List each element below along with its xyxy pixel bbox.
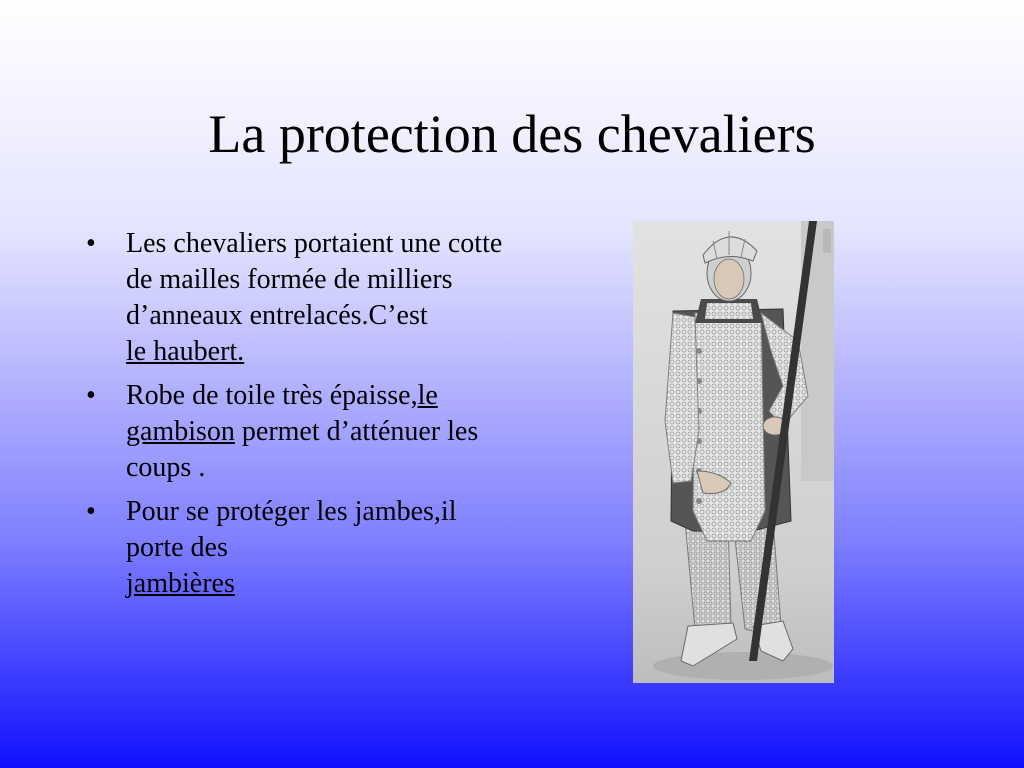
knight-illustration bbox=[633, 221, 834, 683]
bullet-dot: • bbox=[86, 380, 96, 411]
bullet-text: Robe de toile très épaisse, bbox=[126, 380, 418, 411]
bullet-item-gambison bbox=[86, 378, 506, 486]
bullet-text: Les chevaliers portaient une cotte de mailles formée de milliers d’anneaux entrelacés.C’est bbox=[126, 228, 503, 331]
knight-figure-image bbox=[633, 221, 834, 683]
bullet-dot: • bbox=[86, 496, 96, 527]
bullet-item-haubert bbox=[86, 226, 506, 370]
link-jambieres[interactable]: jambières bbox=[126, 568, 235, 599]
link-gambison[interactable]: le gambison bbox=[126, 380, 438, 447]
slide-title: La protection des chevaliers bbox=[208, 104, 816, 164]
bullet-dot: • bbox=[86, 228, 96, 259]
link-haubert[interactable]: le haubert. bbox=[126, 336, 245, 367]
bullet-item-jambieres bbox=[86, 494, 506, 602]
bullet-list bbox=[86, 226, 506, 610]
bullet-text: Pour se protéger les jambes,il porte des bbox=[126, 496, 457, 563]
bullet-text: permet d’atténuer les coups . bbox=[126, 416, 479, 483]
